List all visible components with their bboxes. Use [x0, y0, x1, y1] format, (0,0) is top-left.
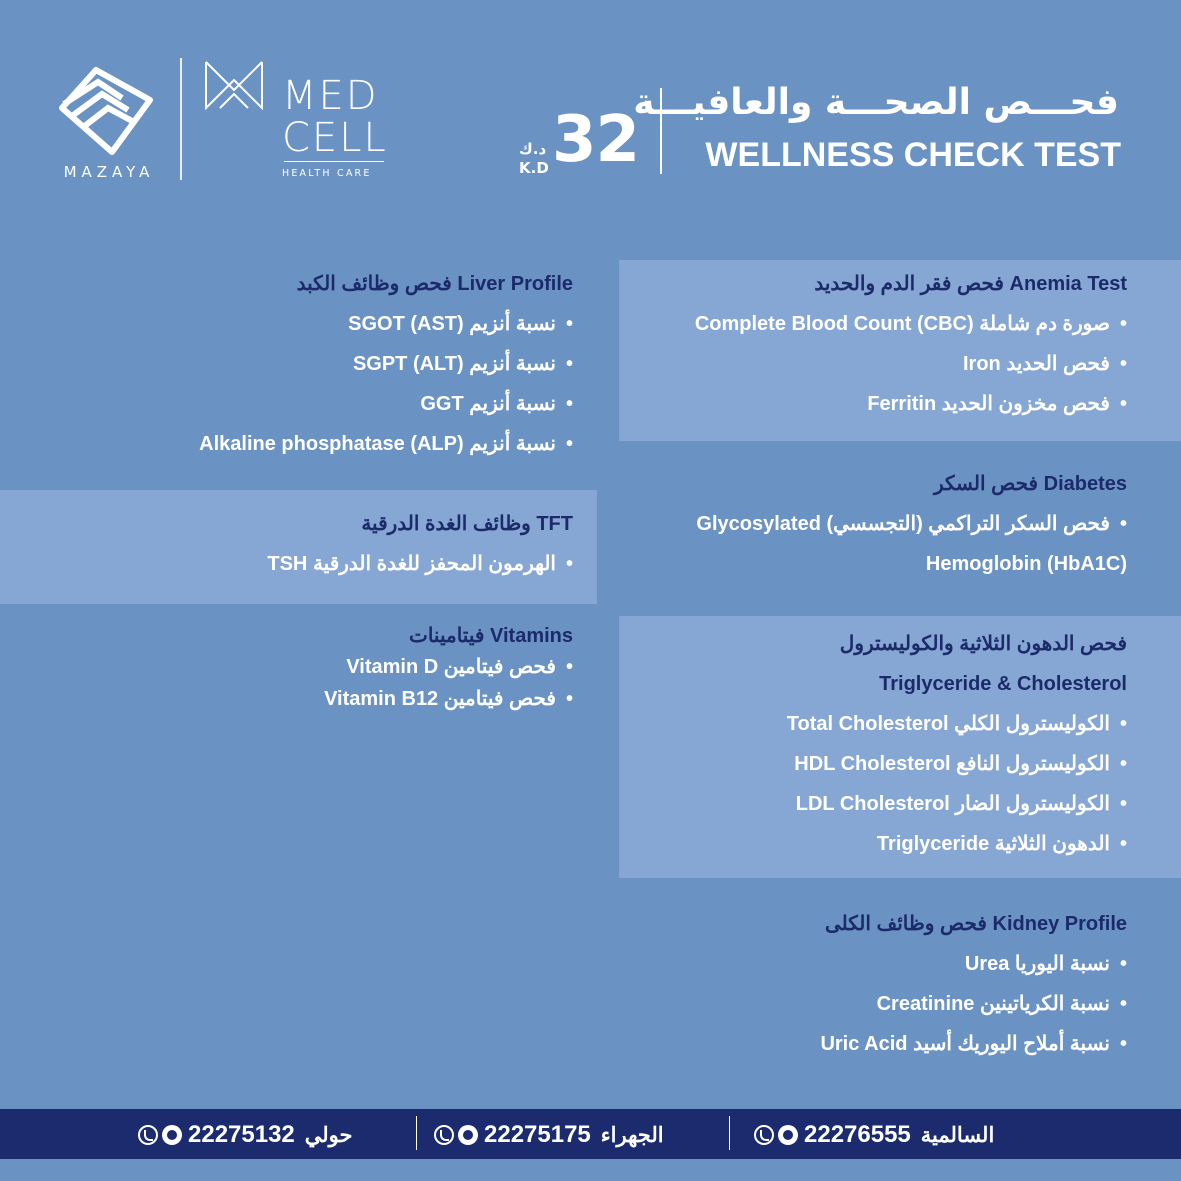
list-item: LDL Cholesterol الكوليسترول الضار •: [795, 793, 1127, 815]
list-item: Glycosylated فحص السكر التراكمي (التجسسي) •: [696, 513, 1127, 535]
price-currency-ar: د.ك: [519, 140, 547, 158]
tft-heading: وظائف الغدة الدرقية TFT: [361, 513, 573, 535]
footer-underlay: [0, 1159, 1181, 1181]
branch-name: الجهراء: [600, 1123, 664, 1147]
diabetes-heading: فحص السكر Diabetes: [933, 473, 1127, 495]
whatsapp-icon: [458, 1125, 478, 1145]
branch-phone[interactable]: 22275132: [188, 1121, 295, 1148]
page-title-ar: فحـــص الصحـــة والعافيـــة: [633, 82, 1119, 123]
branch-salmiya: [750, 1119, 994, 1151]
list-item: GGT نسبة أنزيم •: [420, 393, 573, 415]
list-item-continuation: Hemoglobin (HbA1C): [925, 553, 1127, 575]
list-item: Uric Acid نسبة أملاح اليوريك أسيد •: [820, 1033, 1127, 1055]
tft-panel: [0, 490, 597, 604]
list-item: Complete Blood Count (CBC) صورة دم شاملة •: [694, 313, 1127, 335]
branch-phone[interactable]: 22275175: [484, 1121, 591, 1148]
list-item: SGPT (ALT) نسبة أنزيم •: [352, 353, 573, 375]
list-item: TSH الهرمون المحفز للغدة الدرقية •: [267, 553, 573, 575]
lipid-heading-ar: فحص الدهون الثلاثية والكوليسترول: [839, 633, 1127, 655]
liver-heading: فحص وظائف الكبد Liver Profile: [296, 273, 573, 295]
list-item: Alkaline phosphatase (ALP) نسبة أنزيم •: [199, 433, 573, 455]
phone-icon: [138, 1125, 158, 1145]
footer-divider: [416, 1116, 417, 1150]
medcell-wordmark-line2: CELL: [282, 115, 388, 161]
list-item: Vitamin D فحص فيتامين •: [346, 656, 573, 678]
header-divider: [180, 58, 182, 180]
branch-jahra: [430, 1119, 664, 1151]
phone-icon: [754, 1125, 774, 1145]
whatsapp-icon: [778, 1125, 798, 1145]
medcell-rule: [284, 161, 384, 162]
medcell-tagline: HEALTH CARE: [282, 168, 372, 179]
list-item: Urea نسبة اليوريا •: [964, 953, 1127, 975]
price-value: 32: [552, 103, 640, 177]
kidney-heading: فحص وظائف الكلى Kidney Profile: [824, 913, 1127, 935]
branch-phone[interactable]: 22276555: [804, 1121, 911, 1148]
list-item: Triglyceride الدهون الثلاثية •: [876, 833, 1127, 855]
anemia-heading: فحص فقر الدم والحديد Anemia Test: [814, 273, 1127, 295]
list-item: Creatinine نسبة الكرياتينين •: [876, 993, 1127, 1015]
footer-divider: [729, 1116, 730, 1150]
list-item: SGOT (AST) نسبة أنزيم •: [348, 313, 573, 335]
mazaya-wordmark: MAZAYA: [63, 163, 155, 181]
medcell-wordmark-line1: MED: [282, 73, 379, 119]
page-title-en: WELLNESS CHECK TEST: [705, 136, 1121, 174]
list-item: Iron فحص الحديد •: [962, 353, 1127, 375]
list-item: Vitamin B12 فحص فيتامين •: [324, 688, 573, 710]
branch-name: السالمية: [920, 1123, 995, 1147]
whatsapp-icon: [162, 1125, 182, 1145]
list-item: Total Cholesterol الكوليسترول الكلي •: [786, 713, 1127, 735]
phone-icon: [434, 1125, 454, 1145]
branch-hawally: [134, 1119, 353, 1151]
medcell-logo-icon: [204, 60, 266, 110]
list-item: Ferritin فحص مخزون الحديد •: [867, 393, 1127, 415]
branch-name: حولي: [304, 1123, 353, 1147]
lipid-heading-en: Triglyceride & Cholesterol: [879, 673, 1127, 695]
list-item: HDL Cholesterol الكوليسترول النافع •: [794, 753, 1127, 775]
vitamins-heading: فيتامينات Vitamins: [409, 625, 573, 647]
mazaya-logo-icon: [58, 64, 154, 156]
price-currency-en: K.D: [519, 159, 549, 177]
